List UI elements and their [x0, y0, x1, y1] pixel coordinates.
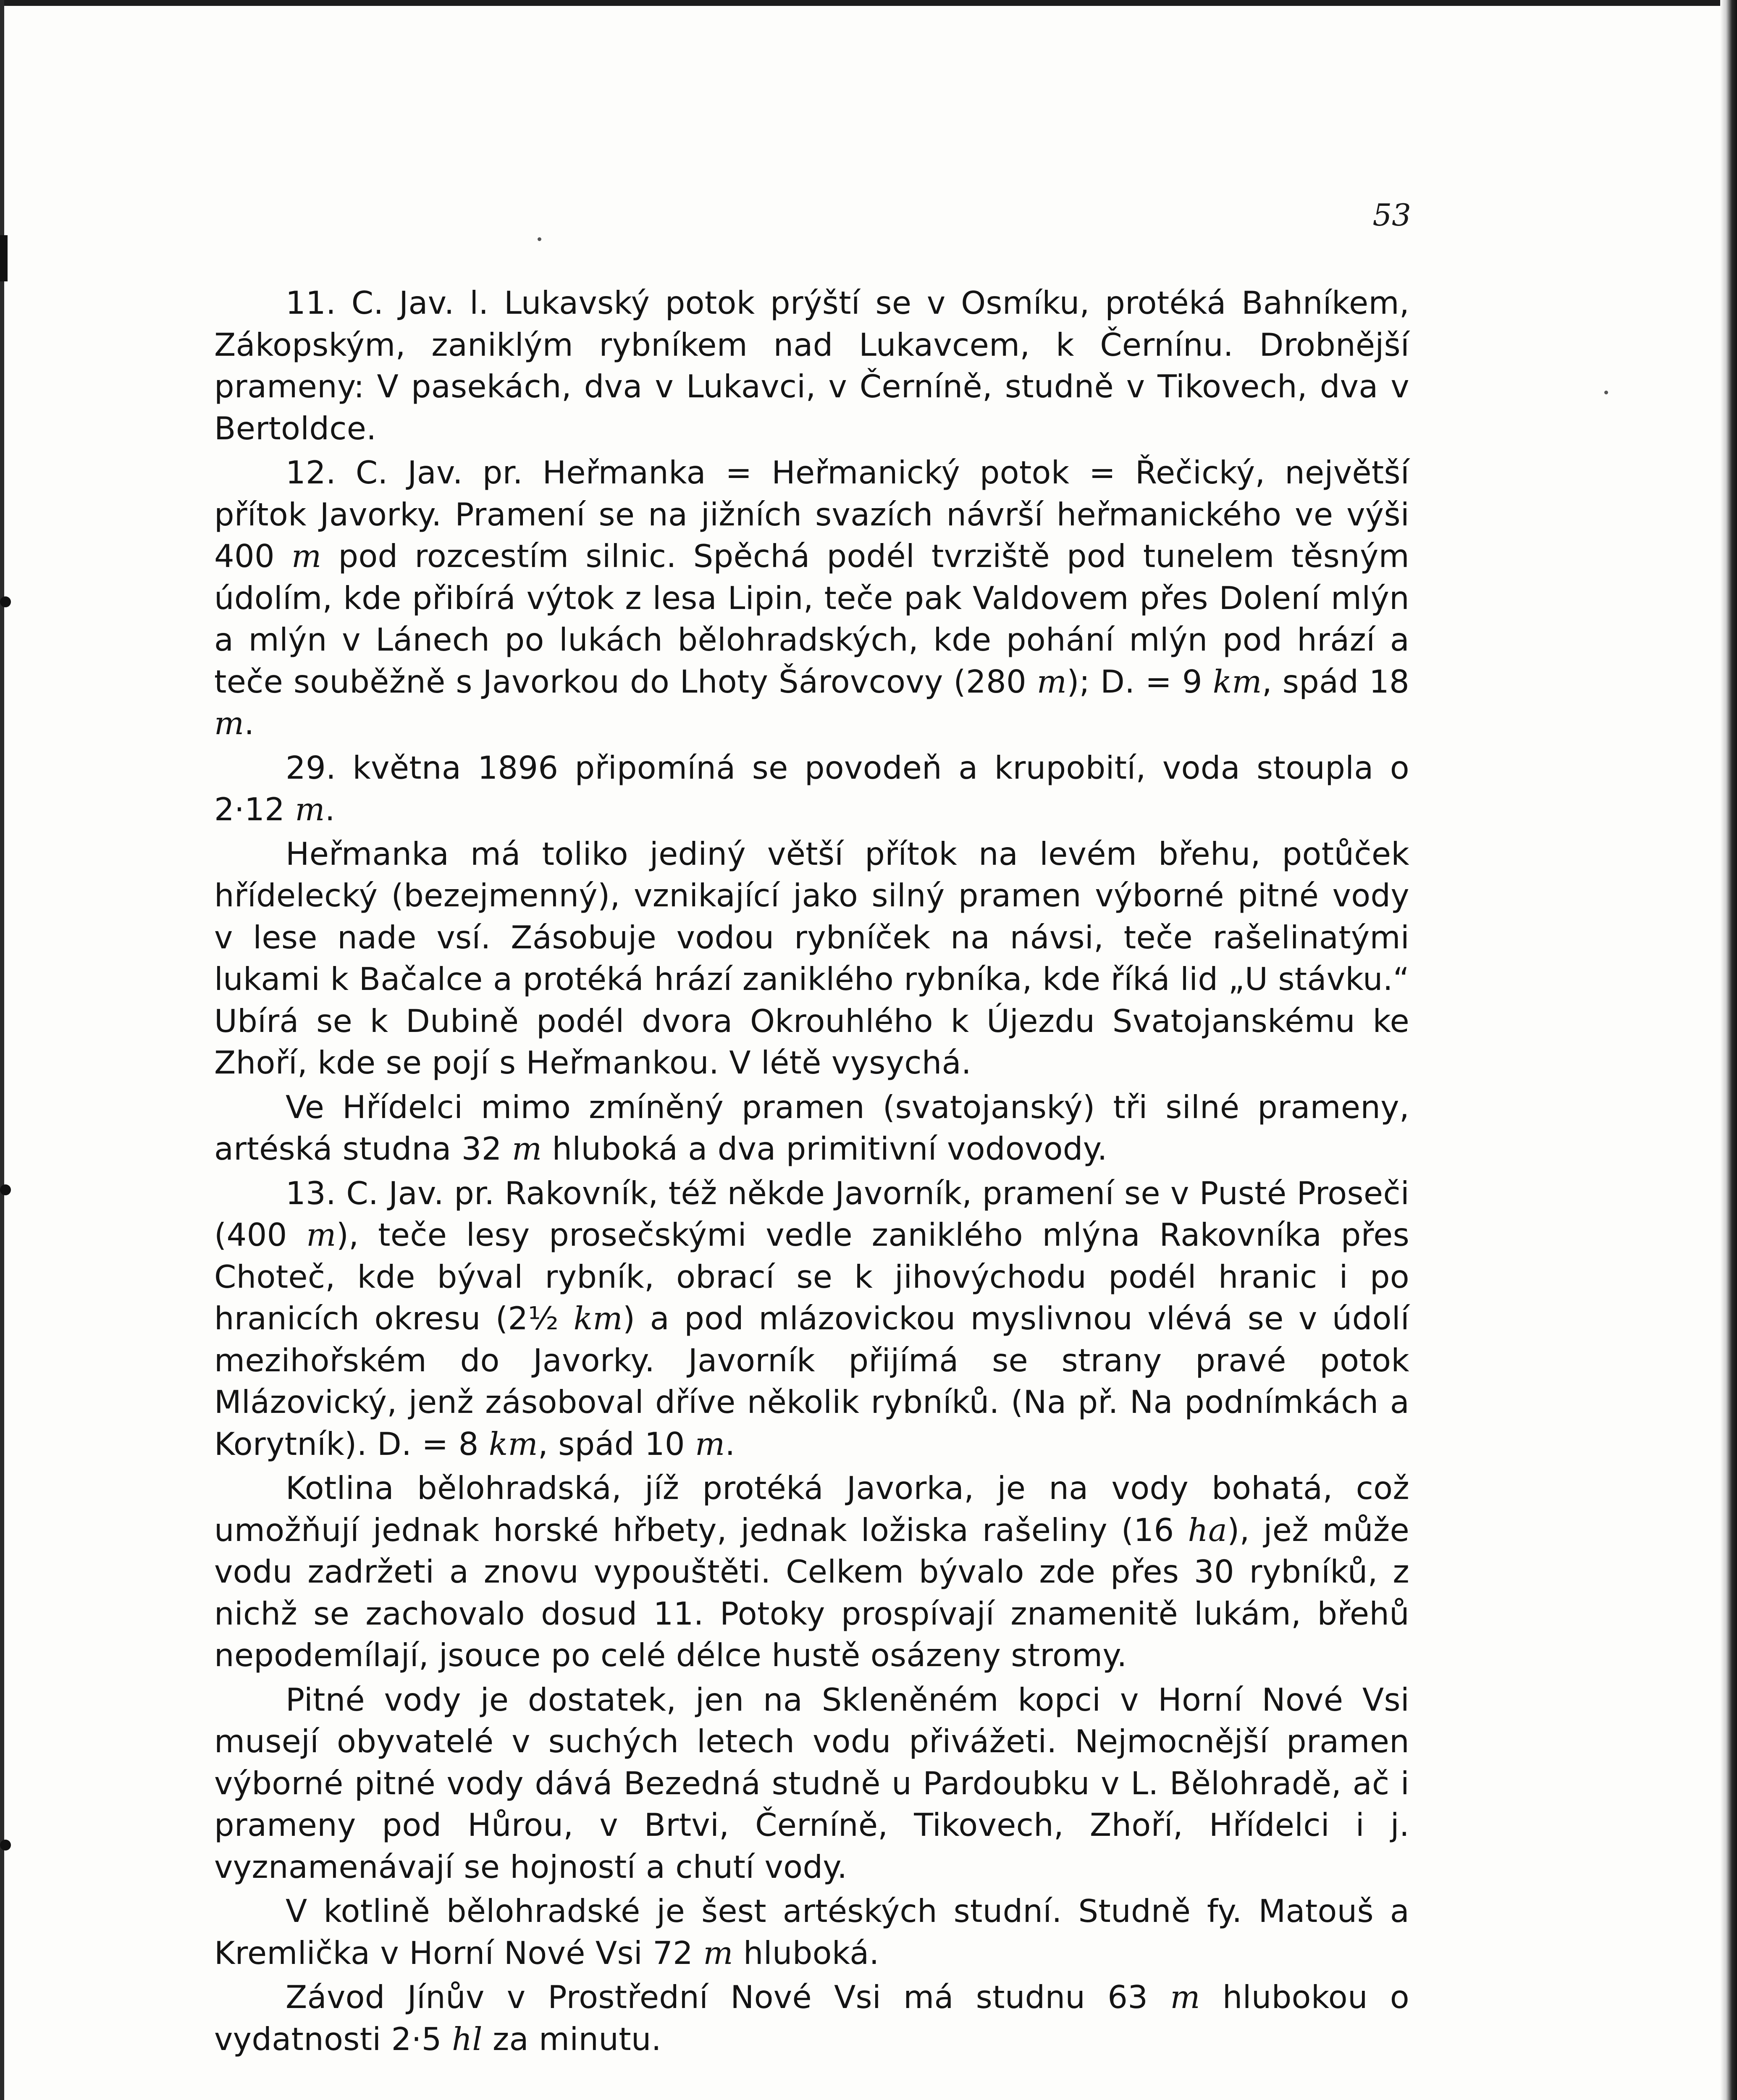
scan-speck [1604, 391, 1608, 394]
paragraph-artesian-wells: V kotlině bělohradské je šest artéských studní. Studně fy. Matouš a Kremlička v Horní Nové Vsi 72 m hluboká. [214, 1893, 1409, 1971]
body-text [214, 282, 1409, 2063]
page-number: 53 [1372, 197, 1411, 233]
paragraph-13: 13. C. Jav. pr. Rakovník, též někde Javorník, pramení se v Pusté Proseči (400 m), teče lesy prosečskými vedle zaniklého mlýna Rakovníka přes Choteč, kde býval rybník, obrací se k jihovýchodu podél hranic i po hranicích okresu (2½ km) a pod mlázovickou myslivnou vlévá se v údolí mezihořském do Javorky. Javorník přijímá se strany pravé potok Mlázovický, jenž zásoboval dříve několik rybníků. (Na př. Na podnímkách a Korytník). D. = 8 km, spád 10 m. [214, 1174, 1409, 1462]
paragraph-flood: 29. května 1896 připomíná se povodeň a krupobití, voda stoupla o 2·12 m. [214, 749, 1409, 828]
paragraph-pitne-vody: Pitné vody je dostatek, jen na Skleněném kopci v Horní Nové Vsi musejí obyvatelé v suchých letech vodu přivážeti. Nejmocnější pramen výborné pitné vody dává Bezedná studně u Pardoubku v L. Bělohradě, ač i prameny pod Hůrou, v Brtvi, Černíně, Tikovech, Zhoří, Hřídelci i j. vyznamenávají se hojností a chutí vody. [214, 1681, 1409, 1885]
paragraph-hridel-springs: Ve Hřídelci mimo zmíněný pramen (svatojanský) tři silné prameny, artéská studna 32 m hluboká a dva primitivní vodovody. [214, 1088, 1409, 1167]
paragraph-12: 12. C. Jav. pr. Heřmanka = Heřmanický potok = Řečický, největší přítok Javorky. Pramení se na jižních svazích návrší heřmanického ve výši 400 m pod rozcestím silnic. Spěchá podél tvrziště pod tunelem těsným údolím, kde přibírá výtok z lesa Lipin, teče pak Valdovem přes Dolení mlýn a mlýn v Lánech po lukách bělohradských, kde pohání mlýn pod hrází a teče souběžně s Javorkou do Lhoty Šárovcovy (280 m); D. = 9 km, spád 18 m. [214, 454, 1409, 742]
scan-edge-top [0, 0, 1737, 6]
scan-speck [538, 237, 541, 241]
margin-mark [0, 596, 11, 607]
margin-mark [0, 235, 8, 281]
paragraph-hridel-tributary: Heřmanka má toliko jediný větší přítok na levém břehu, potůček hřídelecký (bezejmenný), vznikající jako silný pramen výborné pitné vody v lese nade vsí. Zásobuje vodou rybníček na návsi, teče rašelinatými lukami k Bačalce a protéká hrází zaniklého rybníka, kde říká lid „U stávku.“ Ubírá se k Dubině podél dvora Okrouhlého k Újezdu Svatojanskému ke Zhoří, kde se pojí s Heřmankou. V létě vysychá. [214, 835, 1409, 1081]
paragraph-jinuv-zavod: Závod Jínův v Prostřední Nové Vsi má studnu 63 m hlubokou o vydatnosti 2·5 hl za minutu. [214, 1979, 1409, 2058]
paragraph-kotlina: Kotlina bělohradská, jíž protéká Javorka, je na vody bohatá, což umožňují jednak horské hřbety, jednak ložiska rašeliny (16 ha), jež může vodu zadržeti a znovu vypouštěti. Celkem bývalo zde přes 30 rybníků, z nichž se zachovalo dosud 11. Potoky prospívají znamenitě lukám, břehů nepodemílají, jsouce po celé délce hustě osázeny stromy. [214, 1470, 1409, 1674]
paragraph-11: 11. C. Jav. l. Lukavský potok prýští se v Osmíku, protéká Bahníkem, Zákopským, zaniklým rybníkem nad Lukavcem, k Černínu. Drobnější prameny: V pasekách, dva v Lukavci, v Černíně, studně v Tikovech, dva v Bertoldce. [214, 284, 1409, 447]
margin-mark [0, 1184, 11, 1195]
margin-mark [0, 1840, 11, 1851]
scan-edge-right [1720, 0, 1737, 2100]
scan-edge-left [0, 0, 4, 2100]
